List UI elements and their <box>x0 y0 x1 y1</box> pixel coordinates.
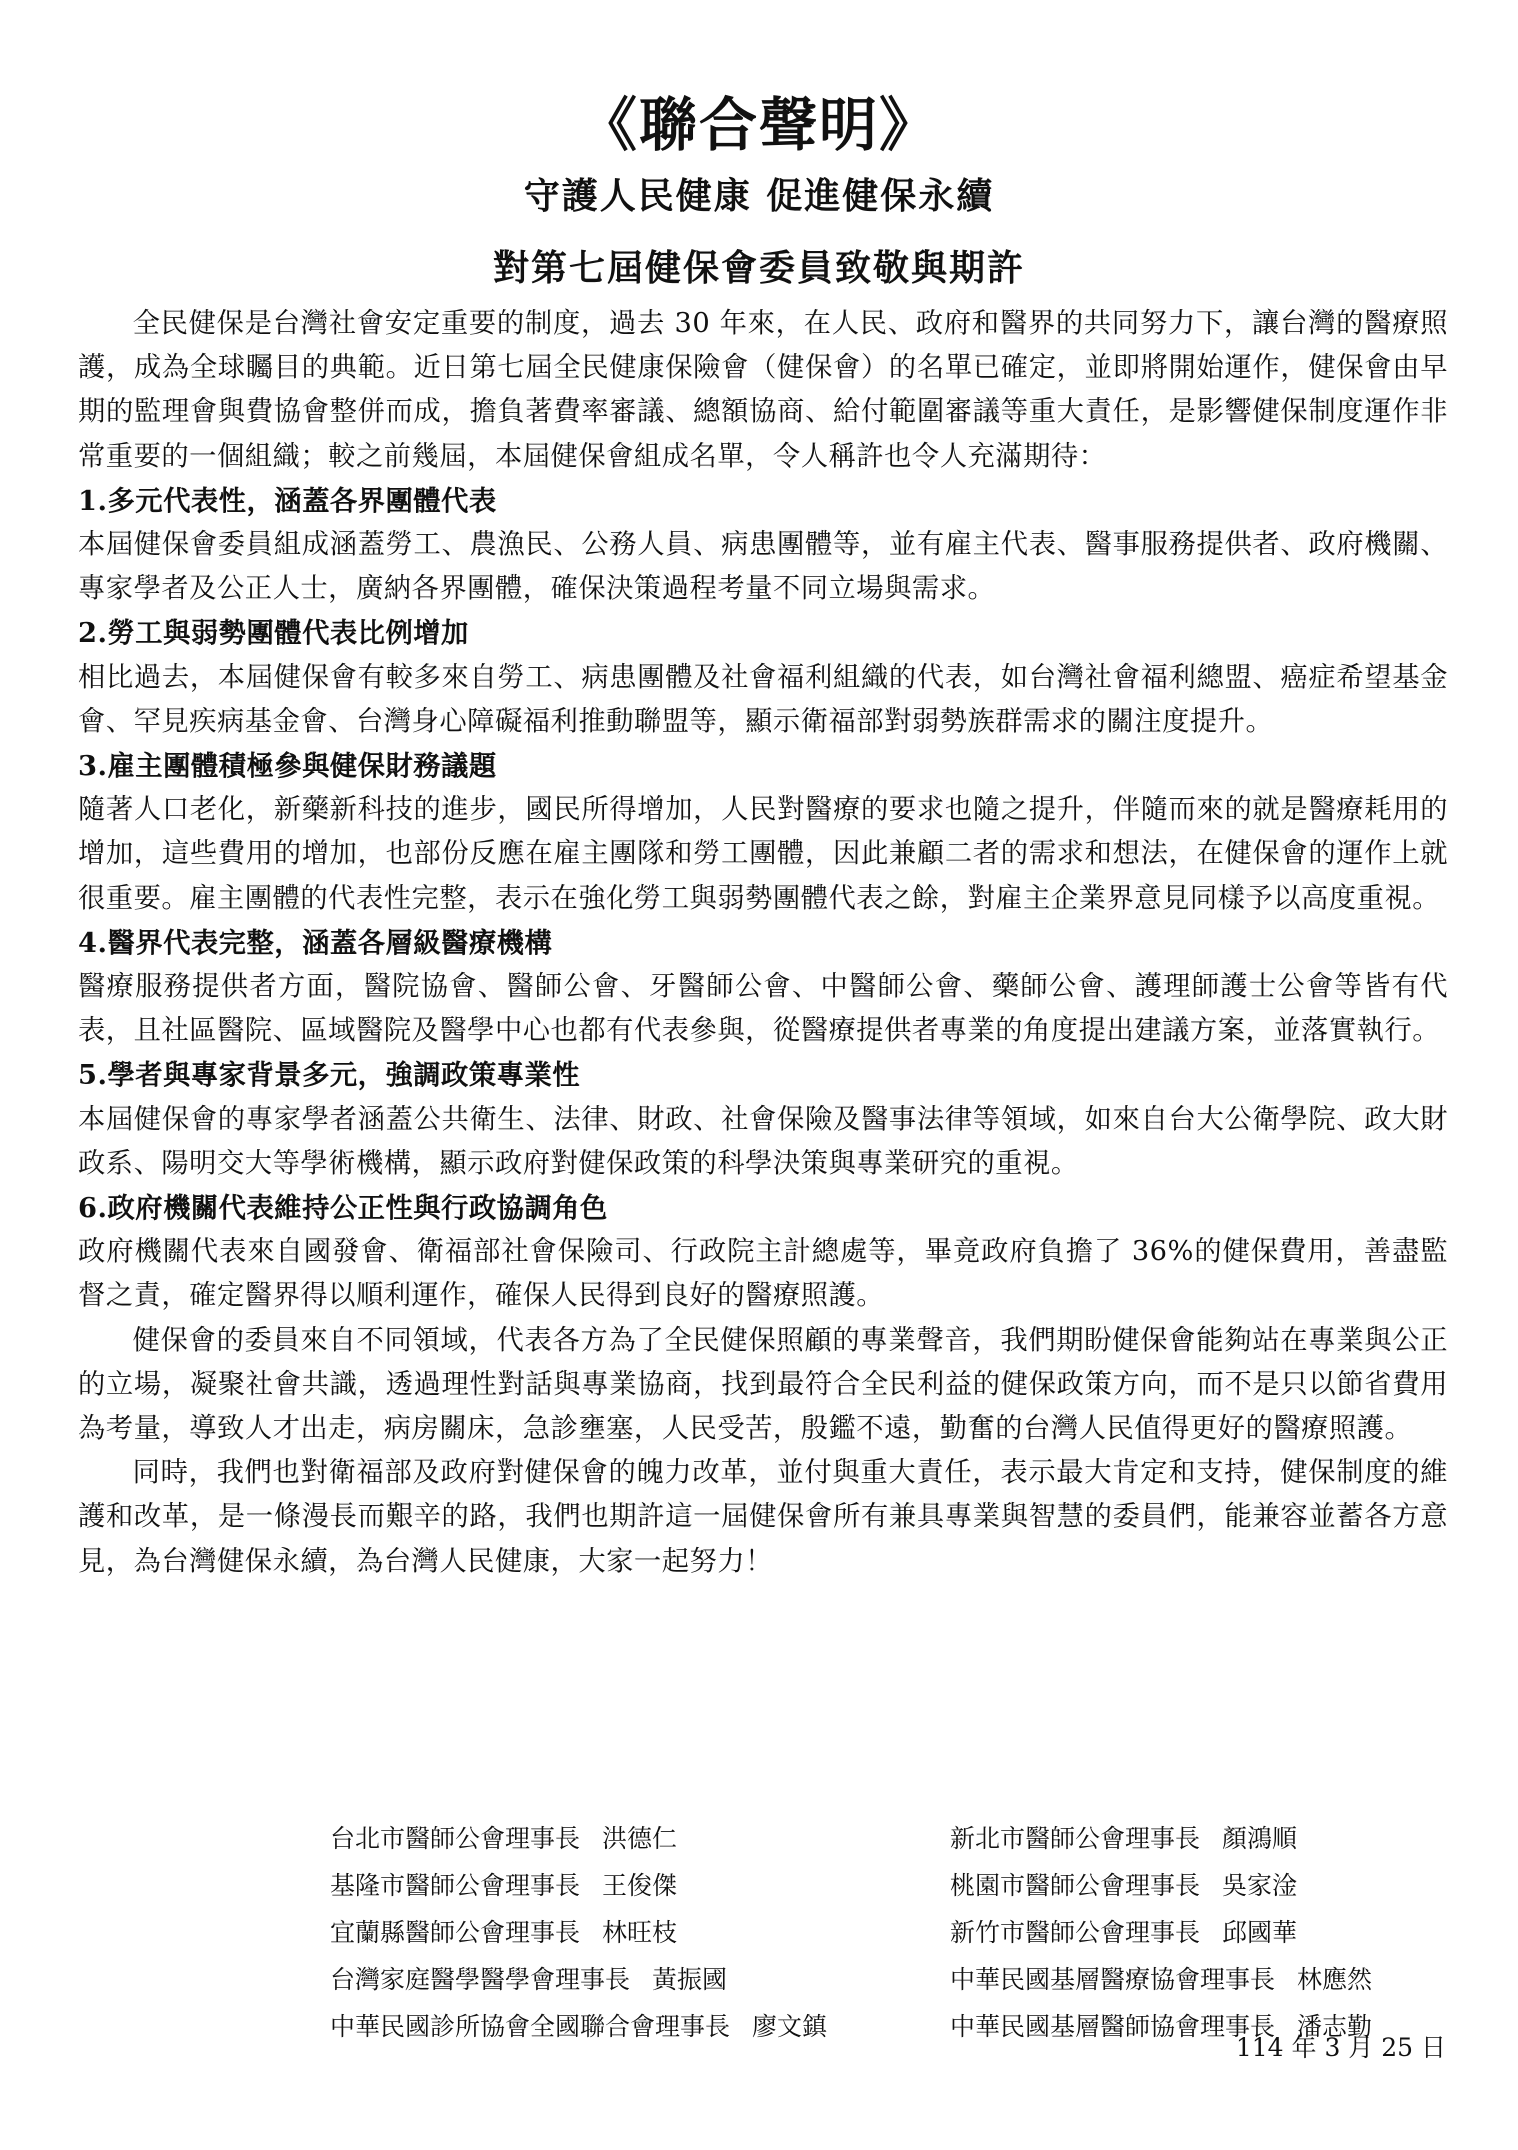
document-subtitle-2: 對第七屆健保會委員致敬與期許 <box>492 247 1025 289</box>
section-text: 本屆健保會委員組成涵蓋勞工、農漁民、公務人員、病患團體等，並有雇主代表、醫事服務提供者、政府機關、專家學者及公正人士，廣納各界團體，確保決策過程考量不同立場與需求。 <box>78 529 1448 605</box>
signatory-right <box>950 1909 1460 1956</box>
signatory-row <box>330 1862 1460 1909</box>
intro-paragraph: 全民健保是台灣社會安定重要的制度，過去 30 年來，在人民、政府和醫界的共同努力下，讓台灣的醫療照護，成為全球矚目的典範。近日第七屆全民健康保險會（健保會）的名單已確定，並即將開始運作，健保會由早期的監理會與費協會整併而成，擔負著費率審議、總額協商、給付範圍審議等重大責任，是影響健保制度運作非常重要的一個組織；較之前幾屆，本屆健保會組成名單，令人稱許也令人充滿期待： <box>78 308 1448 472</box>
signatory-org: 中華民國診所協會全國聯合會理事長 <box>330 2012 731 2041</box>
signatory-left <box>330 2003 950 2050</box>
signatory-row <box>330 1815 1460 1862</box>
document-title: 《聯合聲明》 <box>578 91 939 159</box>
statement-body <box>78 302 1448 1584</box>
section-text: 本屆健保會的專家學者涵蓋公共衛生、法律、財政、社會保險及醫事法律等領域，如來自台大公衛學院、政大財政系、陽明交大等學術機構，顯示政府對健保政策的科學決策與專業研究的重視。 <box>78 1103 1448 1179</box>
statement-date: 114 年 3 月 25 日 <box>1235 2033 1446 2062</box>
section-heading: 1.多元代表性，涵蓋各界團體代表 <box>78 484 497 517</box>
signatory-name: 林應然 <box>1297 1965 1373 1994</box>
signatory-left <box>330 1909 950 1956</box>
signatory-org: 台北市醫師公會理事長 <box>330 1824 581 1853</box>
signatory-list <box>330 1815 1460 2050</box>
section-text: 相比過去，本屆健保會有較多來自勞工、病患團體及社會福利組織的代表，如台灣社會福利總盟、癌症希望基金會、罕見疾病基金會、台灣身心障礙福利推動聯盟等，顯示衛福部對弱勢族群需求的關注度提升。 <box>78 661 1448 737</box>
signatory-org: 中華民國基層醫療協會理事長 <box>950 1965 1276 1994</box>
signatory-name: 廖文鎮 <box>752 2012 828 2041</box>
signatory-name: 王俊傑 <box>602 1871 678 1900</box>
section-heading: 2.勞工與弱勢團體代表比例增加 <box>78 617 469 650</box>
signatory-name: 潘志勤 <box>1297 2012 1373 2041</box>
signatory-name: 顏鴻順 <box>1222 1824 1298 1853</box>
signatory-name: 林旺枝 <box>602 1918 678 1947</box>
signatory-left <box>330 1956 950 2003</box>
signatory-row <box>330 1956 1460 2003</box>
signatory-org: 新北市醫師公會理事長 <box>950 1824 1201 1853</box>
signatory-name: 黃振國 <box>652 1965 728 1994</box>
signatory-org: 桃園市醫師公會理事長 <box>950 1871 1201 1900</box>
section-text: 政府機關代表來自國發會、衛福部社會保險司、行政院主計總處等，畢竟政府負擔了 36%的健保費用，善盡監督之責，確定醫界得以順利運作，確保人民得到良好的醫療照護。 <box>78 1236 1448 1312</box>
signatory-name: 邱國華 <box>1222 1918 1298 1947</box>
signatory-right <box>950 1815 1460 1862</box>
signatory-right <box>950 1862 1460 1909</box>
section-text: 醫療服務提供者方面，醫院協會、醫師公會、牙醫師公會、中醫師公會、藥師公會、護理師護士公會等皆有代表，且社區醫院、區域醫院及醫學中心也都有代表參與，從醫療提供者專業的角度提出建議方案，並落實執行。 <box>78 971 1448 1047</box>
section-heading: 6.政府機關代表維持公正性與行政協調角色 <box>78 1192 608 1225</box>
section-heading: 3.雇主團體積極參與健保財務議題 <box>78 750 497 783</box>
document-subtitle-1: 守護人民健康 促進健保永續 <box>523 175 995 217</box>
signatory-left <box>330 1815 950 1862</box>
signatory-org: 台灣家庭醫學醫學會理事長 <box>330 1965 631 1994</box>
signatory-row <box>330 1909 1460 1956</box>
signatory-org: 基隆市醫師公會理事長 <box>330 1871 581 1900</box>
signatory-name: 吳家淦 <box>1222 1871 1298 1900</box>
signatory-org: 宜蘭縣醫師公會理事長 <box>330 1918 581 1947</box>
section-heading: 5.學者與專家背景多元，強調政策專業性 <box>78 1059 581 1092</box>
closing-paragraph-1: 健保會的委員來自不同領域，代表各方為了全民健保照顧的專業聲音，我們期盼健保會能夠站在專業與公正的立場，凝聚社會共識，透過理性對話與專業協商，找到最符合全民利益的健保政策方向，而不是只以節省費用為考量，導致人才出走，病房關床，急診壅塞，人民受苦，殷鑑不遠，勤奮的台灣人民值得更好的醫療照護。 <box>78 1324 1448 1445</box>
signatory-left <box>330 1862 950 1909</box>
signatory-org: 中華民國基層醫師協會理事長 <box>950 2012 1276 2041</box>
signatory-name: 洪德仁 <box>602 1824 678 1853</box>
section-heading: 4.醫界代表完整，涵蓋各層級醫療機構 <box>78 926 553 959</box>
section-text: 隨著人口老化，新藥新科技的進步，國民所得增加，人民對醫療的要求也隨之提升，伴隨而來的就是醫療耗用的增加，這些費用的增加，也部份反應在雇主團隊和勞工團體，因此兼顧二者的需求和想法，在健保會的運作上就很重要。雇主團體的代表性完整，表示在強化勞工與弱勢團體代表之餘，對雇主企業界意見同樣予以高度重視。 <box>78 794 1448 914</box>
closing-paragraph-2: 同時，我們也對衛福部及政府對健保會的魄力改革，並付與重大責任，表示最大肯定和支持，健保制度的維護和改革，是一條漫長而艱辛的路，我們也期許這一屆健保會所有兼具專業與智慧的委員們，能兼容並蓄各方意見，為台灣健保永續，為台灣人民健康，大家一起努力！ <box>78 1457 1448 1577</box>
signatory-right <box>950 1956 1460 2003</box>
signatory-org: 新竹市醫師公會理事長 <box>950 1918 1201 1947</box>
